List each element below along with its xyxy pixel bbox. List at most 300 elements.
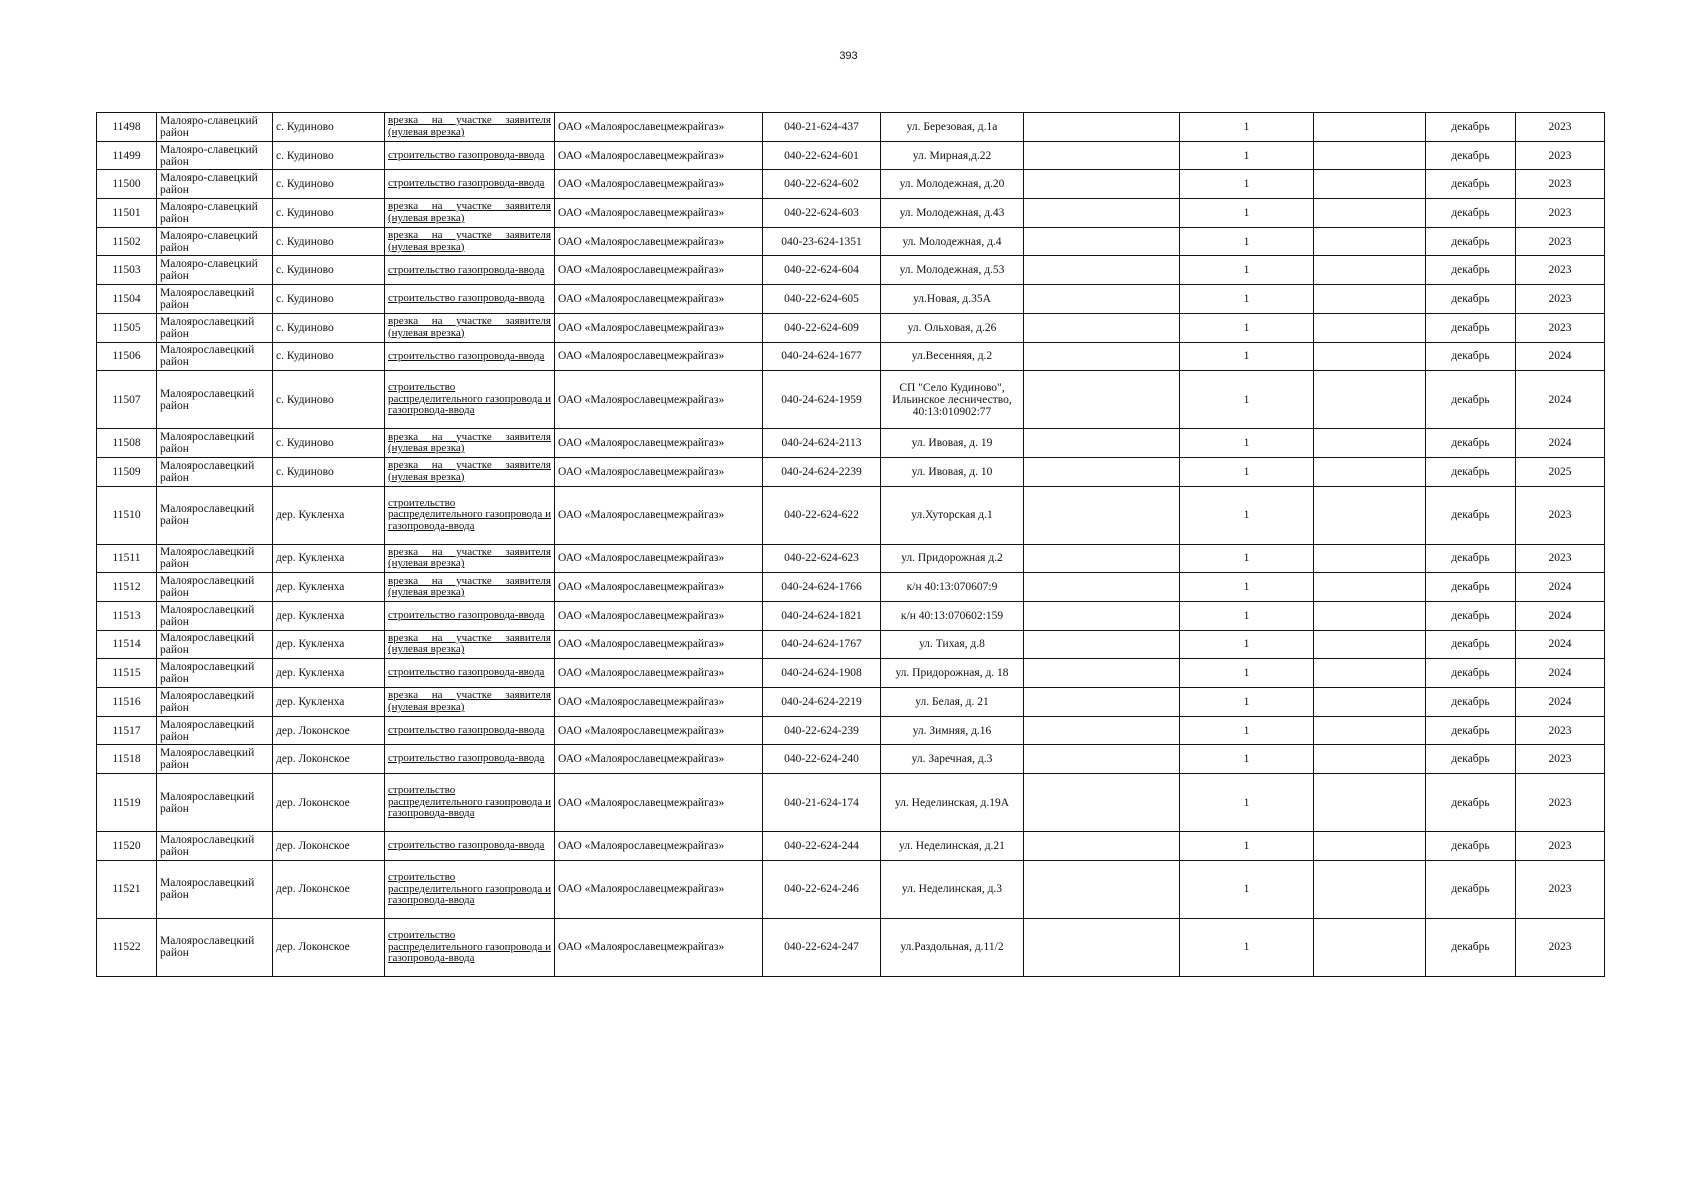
row-number: 11517 [97,716,157,745]
table-row [97,313,1605,342]
table-row [97,544,1605,573]
table-row [97,342,1605,371]
work-type-cell: врезка на участке заявителя (нулевая врезка) [385,313,555,342]
district-cell: Малоярославецкий район [157,371,273,429]
district-cell: Малоярославецкий район [157,659,273,688]
work-type-cell: врезка на участке заявителя (нулевая врезка) [385,113,555,142]
count-cell: 1 [1180,113,1314,142]
settlement-cell: дер. Кукленха [273,659,385,688]
count-cell: 1 [1180,486,1314,544]
application-code-cell: 040-24-624-1821 [763,601,881,630]
organization-cell: ОАО «Малоярославецмежрайгаз» [555,688,763,717]
year-cell: 2023 [1516,544,1605,573]
address-cell: ул. Ивовая, д. 10 [881,457,1024,486]
row-number: 11522 [97,918,157,976]
row-number: 11498 [97,113,157,142]
year-cell: 2024 [1516,429,1605,458]
work-type-cell: строительство газопровода-ввода [385,256,555,285]
table-row [97,371,1605,429]
empty-cell [1314,141,1426,170]
work-type-cell: строительство распределительного газопровода и газопровода-ввода [385,860,555,918]
year-cell: 2023 [1516,285,1605,314]
empty-cell [1024,774,1180,832]
count-cell: 1 [1180,832,1314,861]
organization-cell: ОАО «Малоярославецмежрайгаз» [555,573,763,602]
settlement-cell: с. Кудиново [273,313,385,342]
empty-cell [1314,113,1426,142]
empty-cell [1024,630,1180,659]
application-code-cell: 040-22-624-622 [763,486,881,544]
year-cell: 2024 [1516,630,1605,659]
address-cell: ул. Неделинская, д.19А [881,774,1024,832]
settlement-cell: дер. Локонское [273,918,385,976]
settlement-cell: дер. Локонское [273,745,385,774]
empty-cell [1314,429,1426,458]
district-cell: Малоярославецкий район [157,630,273,659]
row-number: 11515 [97,659,157,688]
district-cell: Малоярославецкий район [157,918,273,976]
year-cell: 2023 [1516,113,1605,142]
table-row [97,285,1605,314]
empty-cell [1024,860,1180,918]
row-number: 11514 [97,630,157,659]
row-number: 11504 [97,285,157,314]
settlement-cell: дер. Локонское [273,716,385,745]
district-cell: Малоярославецкий район [157,486,273,544]
month-cell: декабрь [1426,601,1516,630]
month-cell: декабрь [1426,544,1516,573]
count-cell: 1 [1180,745,1314,774]
empty-cell [1314,573,1426,602]
application-code-cell: 040-21-624-437 [763,113,881,142]
empty-cell [1314,601,1426,630]
row-number: 11502 [97,227,157,256]
work-type-cell: строительство распределительного газопровода и газопровода-ввода [385,774,555,832]
work-type-cell: строительство газопровода-ввода [385,285,555,314]
district-cell: Малоярославецкий район [157,832,273,861]
row-number: 11499 [97,141,157,170]
count-cell: 1 [1180,573,1314,602]
application-code-cell: 040-22-624-246 [763,860,881,918]
district-cell: Малоярославецкий район [157,285,273,314]
count-cell: 1 [1180,601,1314,630]
organization-cell: ОАО «Малоярославецмежрайгаз» [555,170,763,199]
settlement-cell: с. Кудиново [273,113,385,142]
organization-cell: ОАО «Малоярославецмежрайгаз» [555,113,763,142]
count-cell: 1 [1180,774,1314,832]
empty-cell [1024,113,1180,142]
year-cell: 2024 [1516,688,1605,717]
count-cell: 1 [1180,659,1314,688]
month-cell: декабрь [1426,659,1516,688]
organization-cell: ОАО «Малоярославецмежрайгаз» [555,659,763,688]
work-type-cell: врезка на участке заявителя (нулевая врезка) [385,630,555,659]
application-code-cell: 040-22-624-602 [763,170,881,199]
address-cell: ул. Зимняя, д.16 [881,716,1024,745]
year-cell: 2023 [1516,227,1605,256]
address-cell: ул. Молодежная, д.20 [881,170,1024,199]
district-cell: Малояро-славецкий район [157,141,273,170]
district-cell: Малояро-славецкий район [157,170,273,199]
year-cell: 2024 [1516,601,1605,630]
month-cell: декабрь [1426,141,1516,170]
application-code-cell: 040-22-624-603 [763,199,881,228]
organization-cell: ОАО «Малоярославецмежрайгаз» [555,371,763,429]
empty-cell [1314,457,1426,486]
application-code-cell: 040-22-624-605 [763,285,881,314]
empty-cell [1024,659,1180,688]
empty-cell [1024,170,1180,199]
address-cell: ул.Хуторская д.1 [881,486,1024,544]
work-type-cell: строительство распределительного газопровода и газопровода-ввода [385,371,555,429]
empty-cell [1024,141,1180,170]
settlement-cell: дер. Локонское [273,832,385,861]
row-number: 11512 [97,573,157,602]
district-cell: Малоярославецкий район [157,688,273,717]
organization-cell: ОАО «Малоярославецмежрайгаз» [555,630,763,659]
district-cell: Малоярославецкий район [157,716,273,745]
count-cell: 1 [1180,918,1314,976]
month-cell: декабрь [1426,918,1516,976]
organization-cell: ОАО «Малоярославецмежрайгаз» [555,745,763,774]
address-cell: ул. Придорожная д.2 [881,544,1024,573]
empty-cell [1314,688,1426,717]
address-cell: ул. Молодежная, д.43 [881,199,1024,228]
empty-cell [1024,918,1180,976]
empty-cell [1314,199,1426,228]
empty-cell [1024,486,1180,544]
empty-cell [1314,285,1426,314]
row-number: 11501 [97,199,157,228]
organization-cell: ОАО «Малоярославецмежрайгаз» [555,774,763,832]
gasification-table [96,112,1605,977]
settlement-cell: с. Кудиново [273,429,385,458]
address-cell: ул. Ивовая, д. 19 [881,429,1024,458]
year-cell: 2023 [1516,170,1605,199]
application-code-cell: 040-22-624-601 [763,141,881,170]
empty-cell [1314,716,1426,745]
table-row [97,141,1605,170]
count-cell: 1 [1180,371,1314,429]
application-code-cell: 040-24-624-1677 [763,342,881,371]
application-code-cell: 040-24-624-2113 [763,429,881,458]
month-cell: декабрь [1426,774,1516,832]
count-cell: 1 [1180,256,1314,285]
settlement-cell: дер. Кукленха [273,486,385,544]
month-cell: декабрь [1426,832,1516,861]
month-cell: декабрь [1426,313,1516,342]
empty-cell [1024,429,1180,458]
table-row [97,774,1605,832]
table-row [97,170,1605,199]
month-cell: декабрь [1426,716,1516,745]
organization-cell: ОАО «Малоярославецмежрайгаз» [555,227,763,256]
row-number: 11507 [97,371,157,429]
empty-cell [1314,256,1426,285]
year-cell: 2023 [1516,141,1605,170]
organization-cell: ОАО «Малоярославецмежрайгаз» [555,832,763,861]
application-code-cell: 040-24-624-1959 [763,371,881,429]
table-row [97,601,1605,630]
address-cell: ул. Молодежная, д.53 [881,256,1024,285]
empty-cell [1314,544,1426,573]
table-row [97,573,1605,602]
count-cell: 1 [1180,688,1314,717]
year-cell: 2023 [1516,486,1605,544]
count-cell: 1 [1180,716,1314,745]
empty-cell [1314,371,1426,429]
application-code-cell: 040-24-624-2239 [763,457,881,486]
district-cell: Малояро-славецкий район [157,113,273,142]
application-code-cell: 040-22-624-604 [763,256,881,285]
district-cell: Малоярославецкий район [157,860,273,918]
count-cell: 1 [1180,141,1314,170]
row-number: 11513 [97,601,157,630]
count-cell: 1 [1180,227,1314,256]
count-cell: 1 [1180,544,1314,573]
settlement-cell: дер. Кукленха [273,688,385,717]
empty-cell [1024,573,1180,602]
district-cell: Малоярославецкий район [157,745,273,774]
month-cell: декабрь [1426,371,1516,429]
application-code-cell: 040-22-624-609 [763,313,881,342]
empty-cell [1024,342,1180,371]
work-type-cell: врезка на участке заявителя (нулевая врезка) [385,573,555,602]
settlement-cell: дер. Локонское [273,774,385,832]
settlement-cell: с. Кудиново [273,170,385,199]
work-type-cell: врезка на участке заявителя (нулевая врезка) [385,199,555,228]
empty-cell [1314,486,1426,544]
year-cell: 2023 [1516,716,1605,745]
address-cell: ул.Весенняя, д.2 [881,342,1024,371]
settlement-cell: с. Кудиново [273,457,385,486]
address-cell: ул. Ольховая, д.26 [881,313,1024,342]
month-cell: декабрь [1426,630,1516,659]
organization-cell: ОАО «Малоярославецмежрайгаз» [555,486,763,544]
empty-cell [1314,860,1426,918]
settlement-cell: дер. Кукленха [273,630,385,659]
work-type-cell: строительство газопровода-ввода [385,745,555,774]
district-cell: Малоярославецкий район [157,429,273,458]
empty-cell [1024,371,1180,429]
table-row [97,630,1605,659]
row-number: 11519 [97,774,157,832]
empty-cell [1314,774,1426,832]
year-cell: 2023 [1516,256,1605,285]
year-cell: 2023 [1516,313,1605,342]
organization-cell: ОАО «Малоярославецмежрайгаз» [555,860,763,918]
empty-cell [1314,659,1426,688]
year-cell: 2023 [1516,832,1605,861]
application-code-cell: 040-24-624-1767 [763,630,881,659]
month-cell: декабрь [1426,256,1516,285]
settlement-cell: с. Кудиново [273,227,385,256]
organization-cell: ОАО «Малоярославецмежрайгаз» [555,601,763,630]
application-code-cell: 040-22-624-623 [763,544,881,573]
year-cell: 2023 [1516,199,1605,228]
empty-cell [1024,544,1180,573]
settlement-cell: дер. Кукленха [273,544,385,573]
work-type-cell: врезка на участке заявителя (нулевая врезка) [385,688,555,717]
row-number: 11518 [97,745,157,774]
table-row [97,716,1605,745]
application-code-cell: 040-24-624-2219 [763,688,881,717]
application-code-cell: 040-24-624-1908 [763,659,881,688]
district-cell: Малоярославецкий район [157,457,273,486]
empty-cell [1314,832,1426,861]
organization-cell: ОАО «Малоярославецмежрайгаз» [555,256,763,285]
count-cell: 1 [1180,313,1314,342]
year-cell: 2023 [1516,860,1605,918]
month-cell: декабрь [1426,227,1516,256]
address-cell: ул. Неделинская, д.21 [881,832,1024,861]
year-cell: 2023 [1516,745,1605,774]
month-cell: декабрь [1426,113,1516,142]
empty-cell [1024,832,1180,861]
table-row [97,918,1605,976]
settlement-cell: с. Кудиново [273,371,385,429]
table-row [97,256,1605,285]
month-cell: декабрь [1426,860,1516,918]
district-cell: Малояро-славецкий район [157,199,273,228]
work-type-cell: строительство газопровода-ввода [385,659,555,688]
count-cell: 1 [1180,342,1314,371]
month-cell: декабрь [1426,199,1516,228]
table-row [97,113,1605,142]
empty-cell [1024,745,1180,774]
organization-cell: ОАО «Малоярославецмежрайгаз» [555,544,763,573]
address-cell: ул. Тихая, д.8 [881,630,1024,659]
address-cell: ул. Заречная, д.3 [881,745,1024,774]
work-type-cell: строительство распределительного газопровода и газопровода-ввода [385,486,555,544]
settlement-cell: с. Кудиново [273,342,385,371]
application-code-cell: 040-22-624-240 [763,745,881,774]
settlement-cell: дер. Локонское [273,860,385,918]
row-number: 11511 [97,544,157,573]
empty-cell [1024,716,1180,745]
month-cell: декабрь [1426,688,1516,717]
empty-cell [1314,227,1426,256]
district-cell: Малоярославецкий район [157,342,273,371]
month-cell: декабрь [1426,457,1516,486]
table-row [97,832,1605,861]
count-cell: 1 [1180,285,1314,314]
empty-cell [1314,630,1426,659]
settlement-cell: дер. Кукленха [273,601,385,630]
table-row [97,457,1605,486]
application-code-cell: 040-22-624-244 [763,832,881,861]
empty-cell [1024,199,1180,228]
row-number: 11505 [97,313,157,342]
count-cell: 1 [1180,429,1314,458]
work-type-cell: строительство газопровода-ввода [385,141,555,170]
table-row [97,227,1605,256]
page-number: 393 [839,50,858,62]
address-cell: ул. Березовая, д.1а [881,113,1024,142]
year-cell: 2025 [1516,457,1605,486]
organization-cell: ОАО «Малоярославецмежрайгаз» [555,716,763,745]
month-cell: декабрь [1426,429,1516,458]
settlement-cell: с. Кудиново [273,199,385,228]
row-number: 11508 [97,429,157,458]
address-cell: ул. Придорожная, д. 18 [881,659,1024,688]
month-cell: декабрь [1426,745,1516,774]
work-type-cell: врезка на участке заявителя (нулевая врезка) [385,227,555,256]
work-type-cell: строительство распределительного газопровода и газопровода-ввода [385,918,555,976]
table-row [97,486,1605,544]
address-cell: ул. Неделинская, д.3 [881,860,1024,918]
district-cell: Малояро-славецкий район [157,227,273,256]
district-cell: Малоярославецкий район [157,573,273,602]
empty-cell [1314,342,1426,371]
count-cell: 1 [1180,170,1314,199]
address-cell: ул. Мирная,д.22 [881,141,1024,170]
empty-cell [1024,227,1180,256]
address-cell: ул.Раздольная, д.11/2 [881,918,1024,976]
year-cell: 2024 [1516,659,1605,688]
district-cell: Малоярославецкий район [157,544,273,573]
table-row [97,659,1605,688]
empty-cell [1314,170,1426,199]
month-cell: декабрь [1426,486,1516,544]
table-row [97,688,1605,717]
count-cell: 1 [1180,630,1314,659]
organization-cell: ОАО «Малоярославецмежрайгаз» [555,457,763,486]
month-cell: декабрь [1426,342,1516,371]
year-cell: 2024 [1516,342,1605,371]
address-cell: ул. Молодежная, д.4 [881,227,1024,256]
settlement-cell: дер. Кукленха [273,573,385,602]
year-cell: 2023 [1516,774,1605,832]
empty-cell [1024,457,1180,486]
address-cell: ул. Белая, д. 21 [881,688,1024,717]
table-row [97,860,1605,918]
empty-cell [1024,688,1180,717]
month-cell: декабрь [1426,285,1516,314]
district-cell: Малоярославецкий район [157,601,273,630]
application-code-cell: 040-22-624-247 [763,918,881,976]
row-number: 11516 [97,688,157,717]
organization-cell: ОАО «Малоярославецмежрайгаз» [555,199,763,228]
empty-cell [1024,285,1180,314]
district-cell: Малоярославецкий район [157,774,273,832]
work-type-cell: врезка на участке заявителя (нулевая врезка) [385,429,555,458]
row-number: 11520 [97,832,157,861]
organization-cell: ОАО «Малоярославецмежрайгаз» [555,429,763,458]
organization-cell: ОАО «Малоярославецмежрайгаз» [555,342,763,371]
organization-cell: ОАО «Малоярославецмежрайгаз» [555,285,763,314]
district-cell: Малоярославецкий район [157,313,273,342]
settlement-cell: с. Кудиново [273,285,385,314]
address-cell: к/н 40:13:070602:159 [881,601,1024,630]
application-code-cell: 040-23-624-1351 [763,227,881,256]
count-cell: 1 [1180,457,1314,486]
empty-cell [1314,313,1426,342]
table-row [97,199,1605,228]
work-type-cell: врезка на участке заявителя (нулевая врезка) [385,457,555,486]
row-number: 11509 [97,457,157,486]
month-cell: декабрь [1426,573,1516,602]
application-code-cell: 040-21-624-174 [763,774,881,832]
address-cell: к/н 40:13:070607:9 [881,573,1024,602]
settlement-cell: с. Кудиново [273,141,385,170]
month-cell: декабрь [1426,170,1516,199]
settlement-cell: с. Кудиново [273,256,385,285]
application-code-cell: 040-24-624-1766 [763,573,881,602]
work-type-cell: строительство газопровода-ввода [385,832,555,861]
empty-cell [1024,313,1180,342]
work-type-cell: строительство газопровода-ввода [385,601,555,630]
